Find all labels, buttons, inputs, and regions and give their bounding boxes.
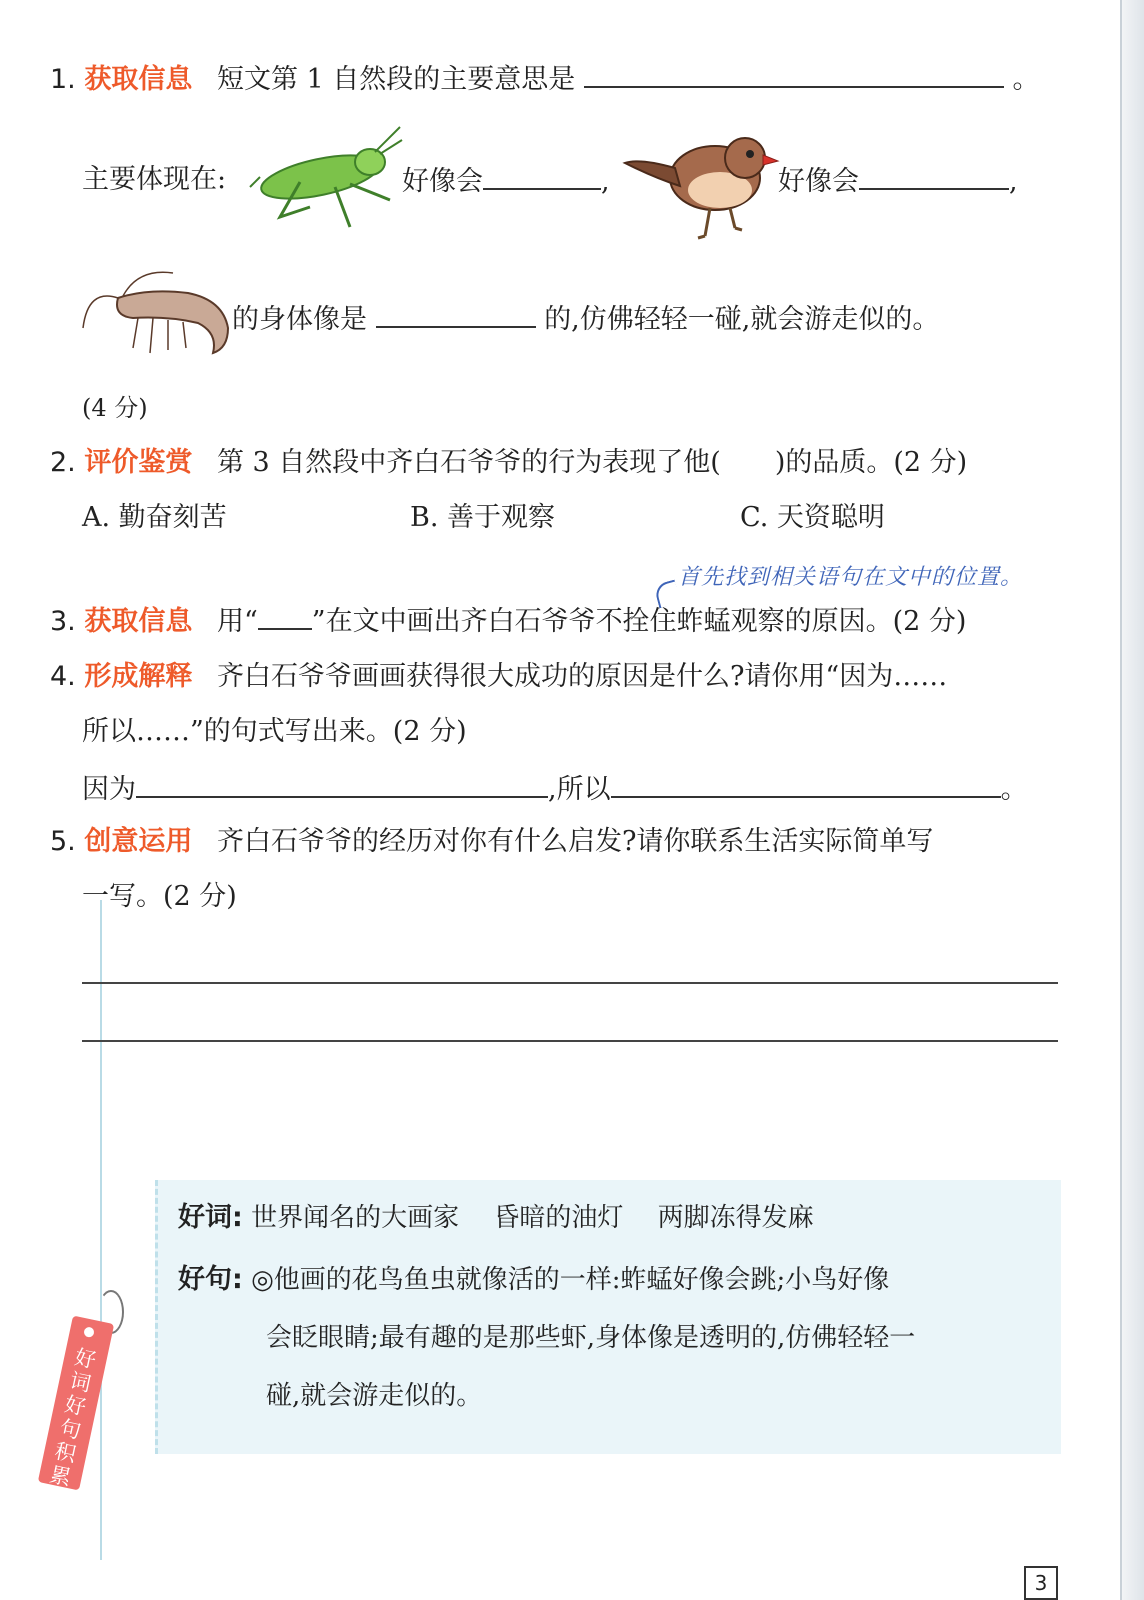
writing-line[interactable] [82,982,1058,984]
good-words: 世界闻名的大画家 昏暗的油灯 两脚冻得发麻 [251,1203,814,1233]
question-number: 1. [50,64,76,95]
answer-blank[interactable] [859,160,1009,190]
question-number: 5. [50,826,76,857]
question-tag: 获取信息 [84,606,193,637]
vocabulary-box [155,1180,1061,1454]
option-a[interactable]: A. 勤奋刻苦 [82,502,227,533]
grasshopper-illustration [240,122,405,237]
question-4-answer: 因为 ,所以 。 [82,768,1028,810]
good-sentence-line-2: 会眨眼睛;最有趣的是那些虾,身体像是透明的,仿佛轻轻一 [266,1323,916,1353]
good-sentence-row [178,1260,889,1300]
good-sentence-line-1: ◎他画的花鸟鱼虫就像活的一样:蚱蜢好像会跳;小鸟好像 [251,1265,890,1295]
q1-blank-2: 好像会 , [778,160,1018,202]
answer-blank[interactable] [376,298,536,328]
answer-blank[interactable] [611,768,1001,798]
writing-line[interactable] [82,1040,1058,1042]
good-words-row [178,1198,814,1238]
good-sentence-line-3: 碰,就会游走似的。 [266,1381,483,1411]
question-4: 4. 形成解释 齐白石爷爷画画获得很大成功的原因是什么?请你用“因为…… [50,661,948,692]
answer-blank[interactable] [136,768,548,798]
handwritten-hint: 首先找到相关语句在文中的位置。 [678,565,1024,590]
shrimp-illustration [78,268,238,368]
question-3: 3. 获取信息 用“ ”在文中画出齐白石爷爷不拴住蚱蜢观察的原因。(2 分) [50,606,967,637]
question-number: 4. [50,661,76,692]
question-tag: 评价鉴赏 [84,447,193,478]
question-tag: 形成解释 [84,661,193,692]
underline-sample [258,604,312,630]
question-tag: 获取信息 [84,64,193,95]
hang-tag [38,1315,114,1490]
option-c[interactable]: C. 天资聪明 [740,502,885,533]
option-b[interactable]: B. 善于观察 [410,502,556,533]
question-number: 3. [50,606,76,637]
good-sentence-label: 好句: [178,1264,243,1295]
q1-blank-1: 好像会 , [402,160,610,202]
bird-illustration [620,128,780,240]
q1-line-3: 的身体像是 的,仿佛轻轻一碰,就会游走似的。 [232,298,939,340]
question-4-line-2: 所以……”的句式写出来。(2 分) [82,716,467,747]
page-number: 3 [1024,1566,1058,1600]
answer-blank[interactable] [483,160,601,190]
hang-tag-label: 好词好句积累 [47,1345,99,1491]
question-number: 2. [50,447,76,478]
prefix-text: 主要体现在: [82,164,227,195]
page-edge [1120,0,1144,1600]
question-2: 2. 评价鉴赏 第 3 自然段中齐白石爷爷的行为表现了他( )的品质。(2 分) [50,447,968,478]
question-5: 5. 创意运用 齐白石爷爷的经历对你有什么启发?请你联系生活实际简单写 [50,826,934,857]
question-text: 短文第 1 自然段的主要意思是 [216,64,576,95]
good-words-label: 好词: [178,1202,243,1233]
question-5-line-2: 一写。(2 分) [82,881,237,912]
question-1-line-2 [82,160,226,200]
score-label: (4 分) [82,394,148,422]
margin-line [100,900,102,1560]
question-tag: 创意运用 [84,826,193,857]
answer-blank[interactable] [584,58,1004,88]
question-1: 1. 获取信息 短文第 1 自然段的主要意思是 。 [50,58,1039,100]
